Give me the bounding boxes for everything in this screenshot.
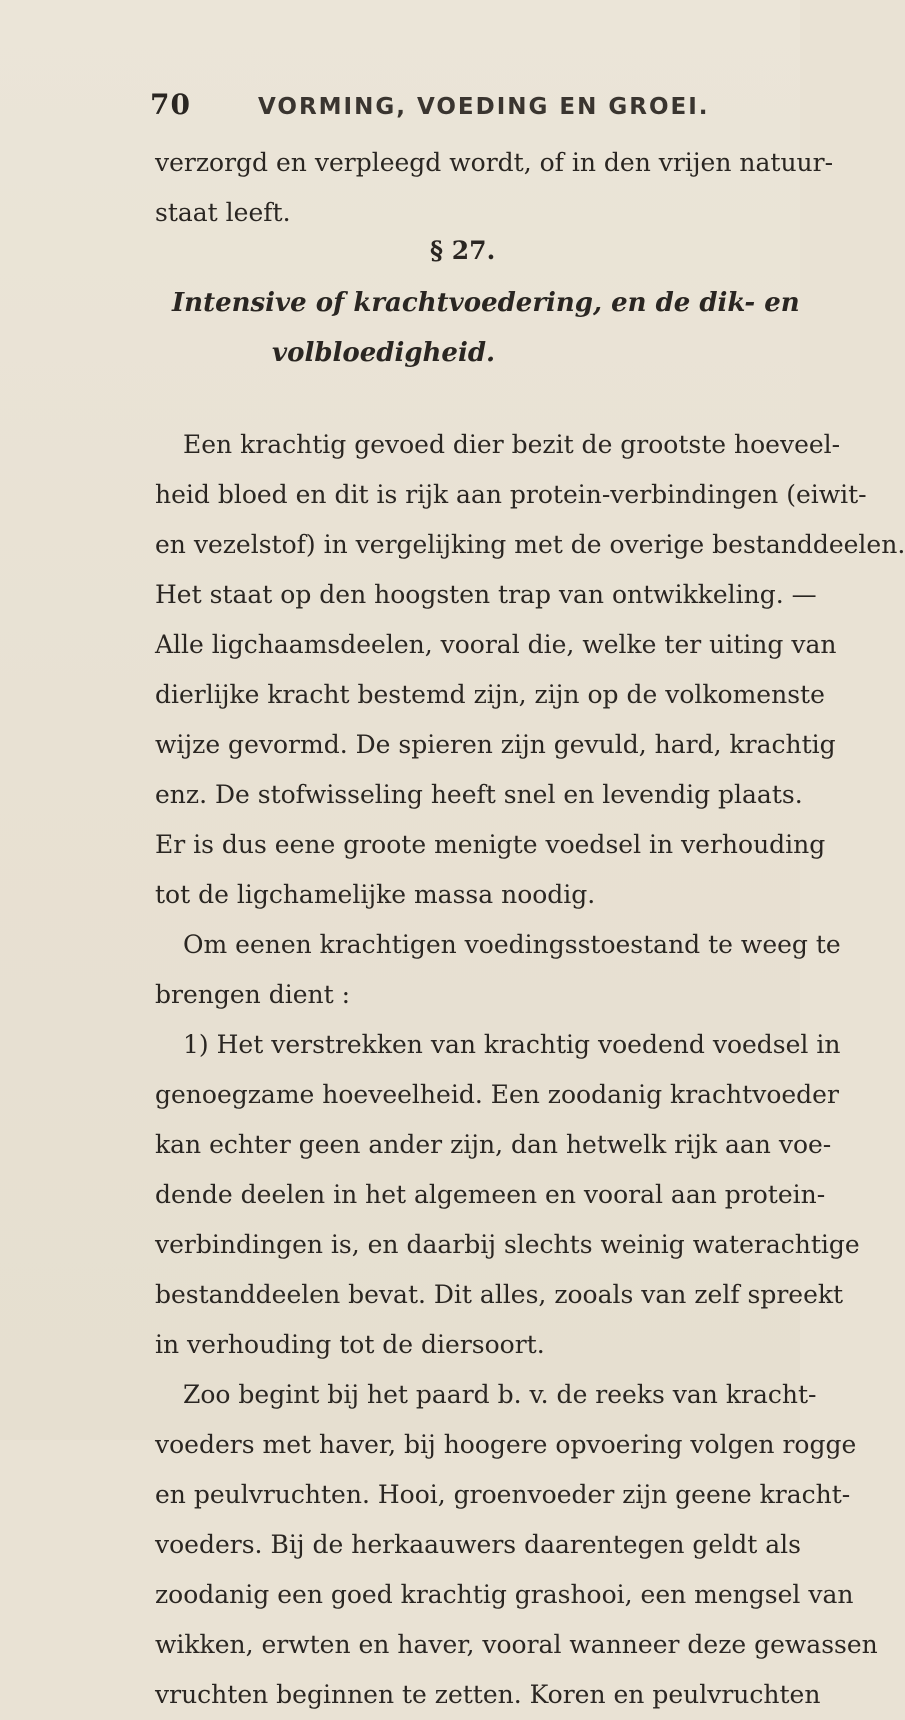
text-line: verzorgd en verpleegd wordt, of in den vrijen natuur- [155,148,834,177]
text-line: bestanddeelen bevat. Dit alles, zooals van zelf spreekt [155,1280,844,1309]
running-title: VORMING, VOEDING EN GROEI. [258,94,710,120]
section-heading: Intensive of krachtvoedering, en de dik- en [172,288,800,318]
text-line: zoodanig een goed krachtig grashooi, een mengsel van [155,1580,854,1609]
text-line: genoegzame hoeveelheid. Een zoodanig krachtvoeder [155,1080,839,1109]
page-number: 70 [150,88,191,121]
text-line: kan echter geen ander zijn, dan hetwelk rijk aan voe- [155,1130,832,1159]
text-line: Er is dus eene groote menigte voedsel in verhouding [155,830,826,859]
text-line: dende deelen in het algemeen en vooral aan protein- [155,1180,826,1209]
text-line: Om eenen krachtigen voedingsstoestand te weeg te [183,930,841,959]
text-line: staat leeft. [155,198,291,227]
text-line: en peulvruchten. Hooi, groenvoeder zijn geene kracht- [155,1480,851,1509]
text-line: en vezelstof) in vergelijking met de overige bestanddeelen. [155,530,905,559]
text-line: Alle ligchaamsdeelen, vooral die, welke ter uiting van [155,630,837,659]
text-line: enz. De stofwisseling heeft snel en levendig plaats. [155,780,803,809]
text-line: heid bloed en dit is rijk aan protein-verbindingen (eiwit- [155,480,867,509]
text-line: in verhouding tot de diersoort. [155,1330,545,1359]
text-line: wijze gevormd. De spieren zijn gevuld, hard, krachtig [155,730,836,759]
text-line: Zoo begint bij het paard b. v. de reeks van kracht- [183,1380,817,1409]
text-line: vruchten beginnen te zetten. Koren en peulvruchten [155,1680,821,1709]
section-number: § 27. [430,236,496,265]
section-heading-continued: volbloedigheid. [272,338,496,368]
text-line: voeders met haver, bij hoogere opvoering volgen rogge [155,1430,857,1459]
text-line: Het staat op den hoogsten trap van ontwikkeling. — [155,580,817,609]
text-line: Een krachtig gevoed dier bezit de grootste hoeveel- [183,430,841,459]
text-line: voeders. Bij de herkaauwers daarentegen geldt als [155,1530,801,1559]
text-line: verbindingen is, en daarbij slechts weinig waterachtige [155,1230,860,1259]
text-line: dierlijke kracht bestemd zijn, zijn op de volkomenste [155,680,825,709]
body-text [155,420,905,1720]
intro-text [155,138,834,238]
text-line: brengen dient : [155,980,351,1009]
running-head [150,88,770,128]
text-line: 1) Het verstrekken van krachtig voedend voedsel in [183,1030,841,1059]
text-line: tot de ligchamelijke massa noodig. [155,880,596,909]
text-line: wikken, erwten en haver, vooral wanneer deze gewassen [155,1630,878,1659]
